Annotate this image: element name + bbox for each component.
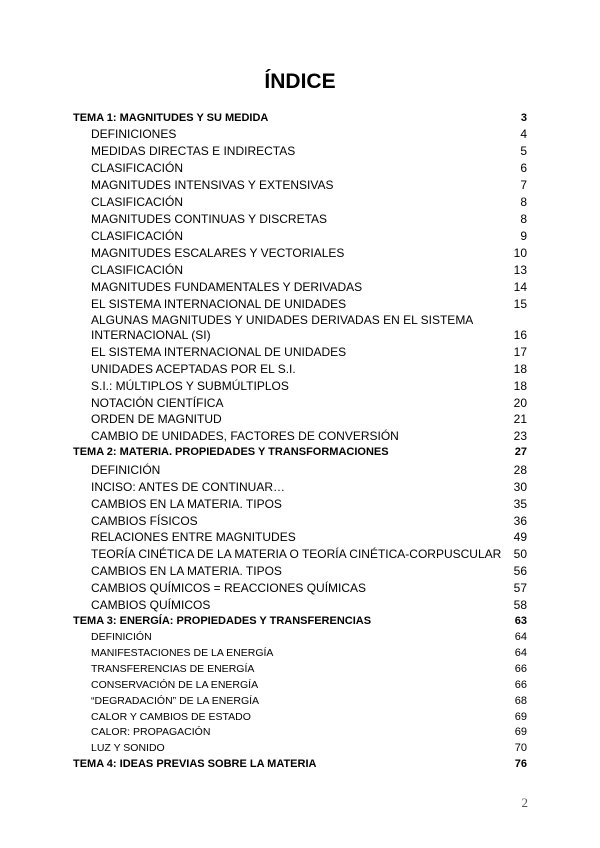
toc-entry-label-continued: INTERNACIONAL (SI) [91, 328, 211, 342]
toc-entry-page: 63 [514, 615, 527, 627]
toc-entry-page: 23 [513, 429, 527, 443]
toc-entry-label: CLASIFICACIÓN [91, 263, 184, 277]
toc-entry-page: 56 [513, 564, 527, 578]
toc-entry-page: 57 [513, 581, 527, 595]
toc-entry-page: 66 [514, 663, 527, 675]
toc-entry-label: UNIDADES ACEPTADAS POR EL S.I. [91, 362, 296, 376]
toc-entry-page: 18 [513, 362, 527, 376]
toc-entry-page: 7 [520, 178, 527, 192]
toc-entry-page: 69 [514, 711, 527, 723]
toc-entry-label: MAGNITUDES INTENSIVAS Y EXTENSIVAS [91, 178, 334, 192]
toc-entry-label: CALOR Y CAMBIOS DE ESTADO [91, 711, 251, 723]
toc-entry-label: CAMBIOS QUÍMICOS = REACCIONES QUÍMICAS [91, 581, 367, 595]
toc-entry-label: TEORÍA CINÉTICA DE LA MATERIA O TEORÍA CINÉTICA-CORPUSCULAR [91, 547, 502, 561]
toc-entry-label: ORDEN DE MAGNITUD [91, 412, 222, 426]
toc-entry-page: 17 [513, 345, 527, 359]
toc-entry-page: 13 [513, 263, 527, 277]
toc-entry-label: MAGNITUDES ESCALARES Y VECTORIALES [91, 246, 345, 260]
toc-entry-label: CONSERVACIÓN DE LA ENERGÍA [91, 679, 259, 691]
toc-entry-label: S.I.: MÚLTIPLOS Y SUBMÚLTIPLOS [91, 379, 289, 393]
toc-entry-page: 16 [513, 328, 527, 342]
toc-entry-page: 36 [513, 514, 527, 528]
toc-entry-label: EL SISTEMA INTERNACIONAL DE UNIDADES [91, 345, 347, 359]
toc-entry-page: 20 [513, 396, 527, 410]
toc-entry-label: MEDIDAS DIRECTAS E INDIRECTAS [91, 144, 296, 158]
toc-entry-label: LUZ Y SONIDO [91, 742, 165, 754]
toc-entry-page: 76 [514, 758, 527, 770]
toc-entry-label: CAMBIO DE UNIDADES, FACTORES DE CONVERSIÓN [91, 429, 399, 443]
toc-entry-page: 3 [520, 112, 527, 124]
toc-entry-page: 4 [520, 127, 527, 141]
toc-entry-label: CLASIFICACIÓN [91, 195, 184, 209]
toc-entry-page: 15 [513, 297, 527, 311]
toc-entry-page: 30 [513, 480, 527, 494]
toc-entry-page: 58 [513, 598, 527, 612]
toc-entry-label: TEMA 1: MAGNITUDES Y SU MEDIDA [73, 112, 269, 124]
toc-entry-page: 9 [520, 229, 527, 243]
toc-entry-page: 18 [513, 379, 527, 393]
toc-entry-label: NOTACIÓN CIENTÍFICA [91, 396, 224, 410]
toc-entry-label: ALGUNAS MAGNITUDES Y UNIDADES DERIVADAS EN EL SISTEMA [91, 313, 474, 327]
toc-entry-label: MAGNITUDES CONTINUAS Y DISCRETAS [91, 212, 328, 226]
toc-entry-page: 8 [520, 195, 527, 209]
toc-entry-label: “DEGRADACIÓN” DE LA ENERGÍA [91, 695, 260, 707]
index-title: ÍNDICE [264, 70, 336, 93]
toc-entry-label: CLASIFICACIÓN [91, 229, 184, 243]
toc-entry-label: CALOR: PROPAGACIÓN [91, 726, 211, 738]
toc-entry-label: DEFINICIÓN [91, 463, 161, 477]
toc-entry-page: 5 [520, 144, 527, 158]
toc-entry-label: DEFINICIONES [91, 127, 177, 141]
toc-entry-label: INCISO: ANTES DE CONTINUAR… [91, 480, 286, 494]
toc-entry-label: TEMA 4: IDEAS PREVIAS SOBRE LA MATERIA [73, 758, 317, 770]
toc-entry-page: 50 [513, 547, 527, 561]
toc-entry-label: CAMBIOS EN LA MATERIA. TIPOS [91, 564, 282, 578]
toc-entry-page: 14 [513, 280, 527, 294]
toc-entry-page: 64 [514, 631, 527, 643]
toc-entry-label: MANIFESTACIONES DE LA ENERGÍA [91, 647, 274, 659]
toc-entry-label: CLASIFICACIÓN [91, 161, 184, 175]
toc-entry-page: 35 [513, 497, 527, 511]
toc-entry-label: TEMA 3: ENERGÍA: PROPIEDADES Y TRANSFERENCIAS [73, 615, 372, 627]
toc-entry-page: 66 [514, 679, 527, 691]
toc-entry-label: CAMBIOS FÍSICOS [91, 514, 198, 528]
toc-entry-page: 69 [514, 726, 527, 738]
toc-entry-label: TRANSFERENCIAS DE ENERGÍA [91, 663, 255, 675]
toc-entry-label: RELACIONES ENTRE MAGNITUDES [91, 530, 296, 544]
toc-entry-page: 21 [513, 412, 527, 426]
toc-entry-page: 10 [513, 246, 527, 260]
toc-entry-label: MAGNITUDES FUNDAMENTALES Y DERIVADAS [91, 280, 363, 294]
toc-entry-page: 8 [520, 212, 527, 226]
toc-entry-page: 28 [513, 463, 527, 477]
toc-entry-label: CAMBIOS QUÍMICOS [91, 598, 211, 612]
toc-entry-label: CAMBIOS EN LA MATERIA. TIPOS [91, 497, 282, 511]
toc-entry-label: EL SISTEMA INTERNACIONAL DE UNIDADES [91, 297, 347, 311]
toc-entry-page: 6 [520, 161, 527, 175]
toc-entry-page: 64 [514, 647, 527, 659]
toc-entry-page: 49 [513, 530, 527, 544]
toc-entry-page: 27 [514, 446, 527, 458]
toc-entry-page: 70 [514, 742, 527, 754]
toc-entry-page: 68 [514, 695, 527, 707]
page-number: 2 [521, 795, 528, 810]
toc-entry-label: DEFINICIÓN [91, 631, 152, 643]
toc-entry-label: TEMA 2: MATERIA. PROPIEDADES Y TRANSFORMACIONES [73, 446, 389, 458]
